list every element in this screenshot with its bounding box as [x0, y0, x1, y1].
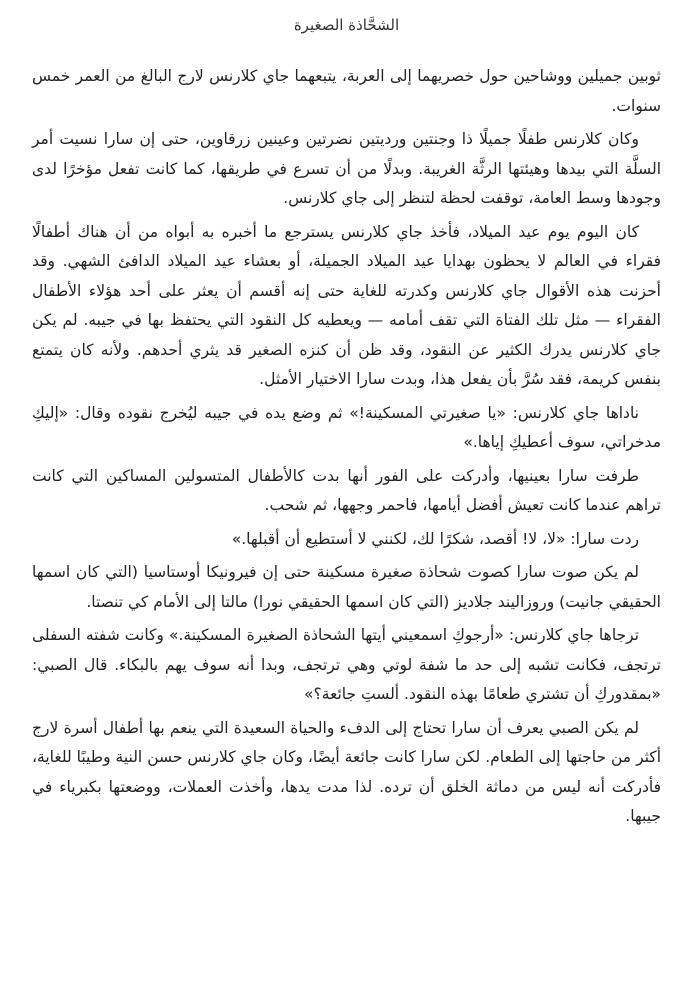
paragraph: كان اليوم يوم عيد الميلاد، فأخذ جاي كلارنس يسترجع ما أخبره به أبواه من أن هناك أطفالًا فقراء في العالم لا يحظون بهدايا عيد الميلاد الجميلة، أو بعشاء عيد الميلاد الدافئ الشهي. وقد أحزنت هذه الأقوال جاي كلارنس وكدرته للغاية حتى إنه أقسم أن يعثر على أحد هؤلاء الأطفال الفقراء — مثل تلك الفتاة التي تقف أمامه — ويعطيه كل النقود التي يحتفظ بها في جيبه. لم يكن جاي كلارنس يدرك الكثير عن النقود، وقد ظن أن كنزه الصغير قد يثري أحدهم. ولأنه كان يتمتع بنفس كريمة، فقد سُرَّ بأن يفعل هذا، وبدت سارا الاختيار الأمثل.	[32, 222, 661, 388]
paragraph: ثوبين جميلين ووشاحين حول خصريهما إلى العربة، يتبعهما جاي كلارنس لارج البالغ من العمر خمس سنوات.	[32, 67, 661, 115]
paragraph: لم يكن صوت سارا كصوت شحاذة صغيرة مسكينة حتى إن فيرونيكا أوستاسيا (التي كان اسمها الحقيقي جانيت) وروزاليند جلاديز (التي كان اسمها الحقيقي نورا) مالتا إلى الأمام كي تنصتا.	[32, 563, 661, 611]
running-header: الشحَّاذة الصغيرة	[293, 16, 400, 34]
paragraph: ترجاها جاي كلارنس: «أرجوكِ اسمعيني أيتها الشحاذة الصغيرة المسكينة.» وكانت شفته السفلى ترتجف، فكانت تشبه إلى حد ما شفة لوتي وهي ترتجف، وبدا أنه سوف يهم بالبكاء. قال الصبي: «بمقدوركِ أن تشتري طعامًا بهذه النقود. ألستِ جائعة؟»	[32, 626, 661, 703]
paragraph: لم يكن الصبي يعرف أن سارا تحتاج إلى الدفء والحياة السعيدة التي ينعم بها أطفال أسرة لارج أكثر من حاجتها إلى الطعام. لكن سارا كانت جائعة أيضًا، وكان جاي كلارنس حسن النية وطيبًا للغاية، فأدركت أنه ليس من دماثة الخلق أن ترده. لذا مدت يدها، وأخذت العملات، ووضعتها بكبرياء في جيبها.	[32, 718, 661, 825]
body-text	[32, 62, 661, 832]
paragraph: طرفت سارا بعينيها، وأدركت على الفور أنها بدت كالأطفال المتسولين المساكين التي كانت تراهم عندما كانت تعيش أفضل أيامها، فاحمر وجهها، ثم شحب.	[32, 466, 661, 514]
paragraph: ردت سارا: «لا، لا! أقصد، شكرًا لك، لكنني لا أستطيع أن أقبلها.»	[231, 529, 639, 548]
paragraph: وكان كلارنس طفلًا جميلًا ذا وجنتين ورديتين نضرتين وعينين زرقاوين، حتى إن سارا نسيت أمر السلَّة التي بيدها وهيئتها الرثَّة الغريبة. وبدلًا من أن تسرع في طريقها، كما كانت تفعل مؤخرًا لدى وجودها وسط العامة، توقفت لحظة لتنظر إلى جاي كلارنس.	[32, 130, 661, 207]
paragraph: ناداها جاي كلارنس: «يا صغيرتي المسكينة!» ثم وضع يده في جيبه ليُخرج نقوده وقال: «إليكِ مدخراتي، سوف أعطيكِ إياها.»	[32, 403, 661, 451]
